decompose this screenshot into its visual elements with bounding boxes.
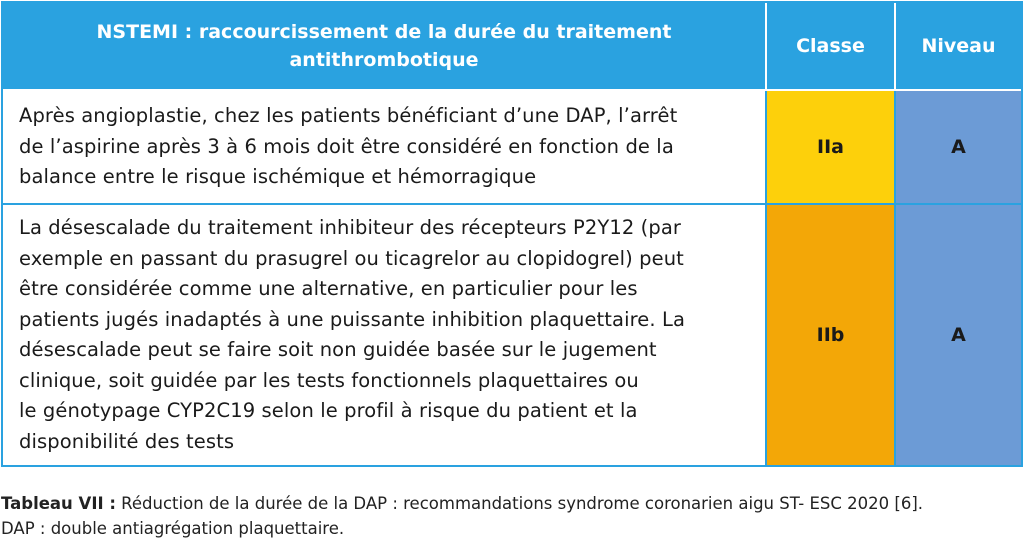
niveau-header: Niveau: [896, 3, 1021, 91]
row-1-line: de l’aspirine après 3 à 6 mois doit être considéré en fonction de la: [19, 134, 674, 158]
table-title-line-2: antithrombotique: [289, 49, 479, 71]
caption-label: Tableau VII :: [1, 494, 116, 513]
table-caption: [1, 491, 1023, 541]
row-2-line: désescalade peut se faire soit non guidée basée sur le jugement: [19, 338, 657, 361]
caption-footnote: DAP : double antiagrégation plaquettaire.: [1, 519, 345, 538]
row-1-line: Après angioplastie, chez les patients bénéficiant d’une DAP, l’arrêt: [19, 104, 678, 128]
row-2-line: clinique, soit guidée par les tests fonctionnels plaquettaires ou: [19, 368, 639, 392]
row-1-classe: IIa: [767, 91, 896, 205]
row-1-niveau: A: [896, 91, 1021, 205]
row-2-line: La désescalade du traitement inhibiteur des récepteurs P2Y12 (par: [19, 216, 682, 239]
row-2-line: patients jugés inadaptés à une puissante inhibition plaquettaire. La: [19, 307, 686, 331]
row-2-classe: IIb: [767, 205, 896, 465]
classe-header: Classe: [767, 3, 896, 91]
table-title-header: [3, 3, 767, 91]
row-2-niveau: A: [896, 205, 1021, 465]
row-2-line: le génotypage CYP2C19 selon le profil à risque du patient et la: [19, 399, 638, 422]
row-1-recommendation: [3, 91, 767, 205]
caption-text: Réduction de la durée de la DAP : recommandations syndrome coronarien aigu ST- ESC 2020 [6].: [115, 494, 923, 513]
row-2-recommendation: [3, 205, 767, 465]
row-1-line: balance entre le risque ischémique et hémorragique: [19, 165, 537, 189]
row-2-line: disponibilité des tests: [19, 429, 235, 453]
row-2-line: être considérée comme une alternative, en particulier pour les: [19, 277, 638, 300]
table-title-line-1: NSTEMI : raccourcissement de la durée du traitement: [96, 21, 672, 43]
row-2-line: exemple en passant du prasugrel ou ticagrelor au clopidogrel) peut: [19, 246, 684, 270]
recommendations-table: [1, 1, 1023, 467]
